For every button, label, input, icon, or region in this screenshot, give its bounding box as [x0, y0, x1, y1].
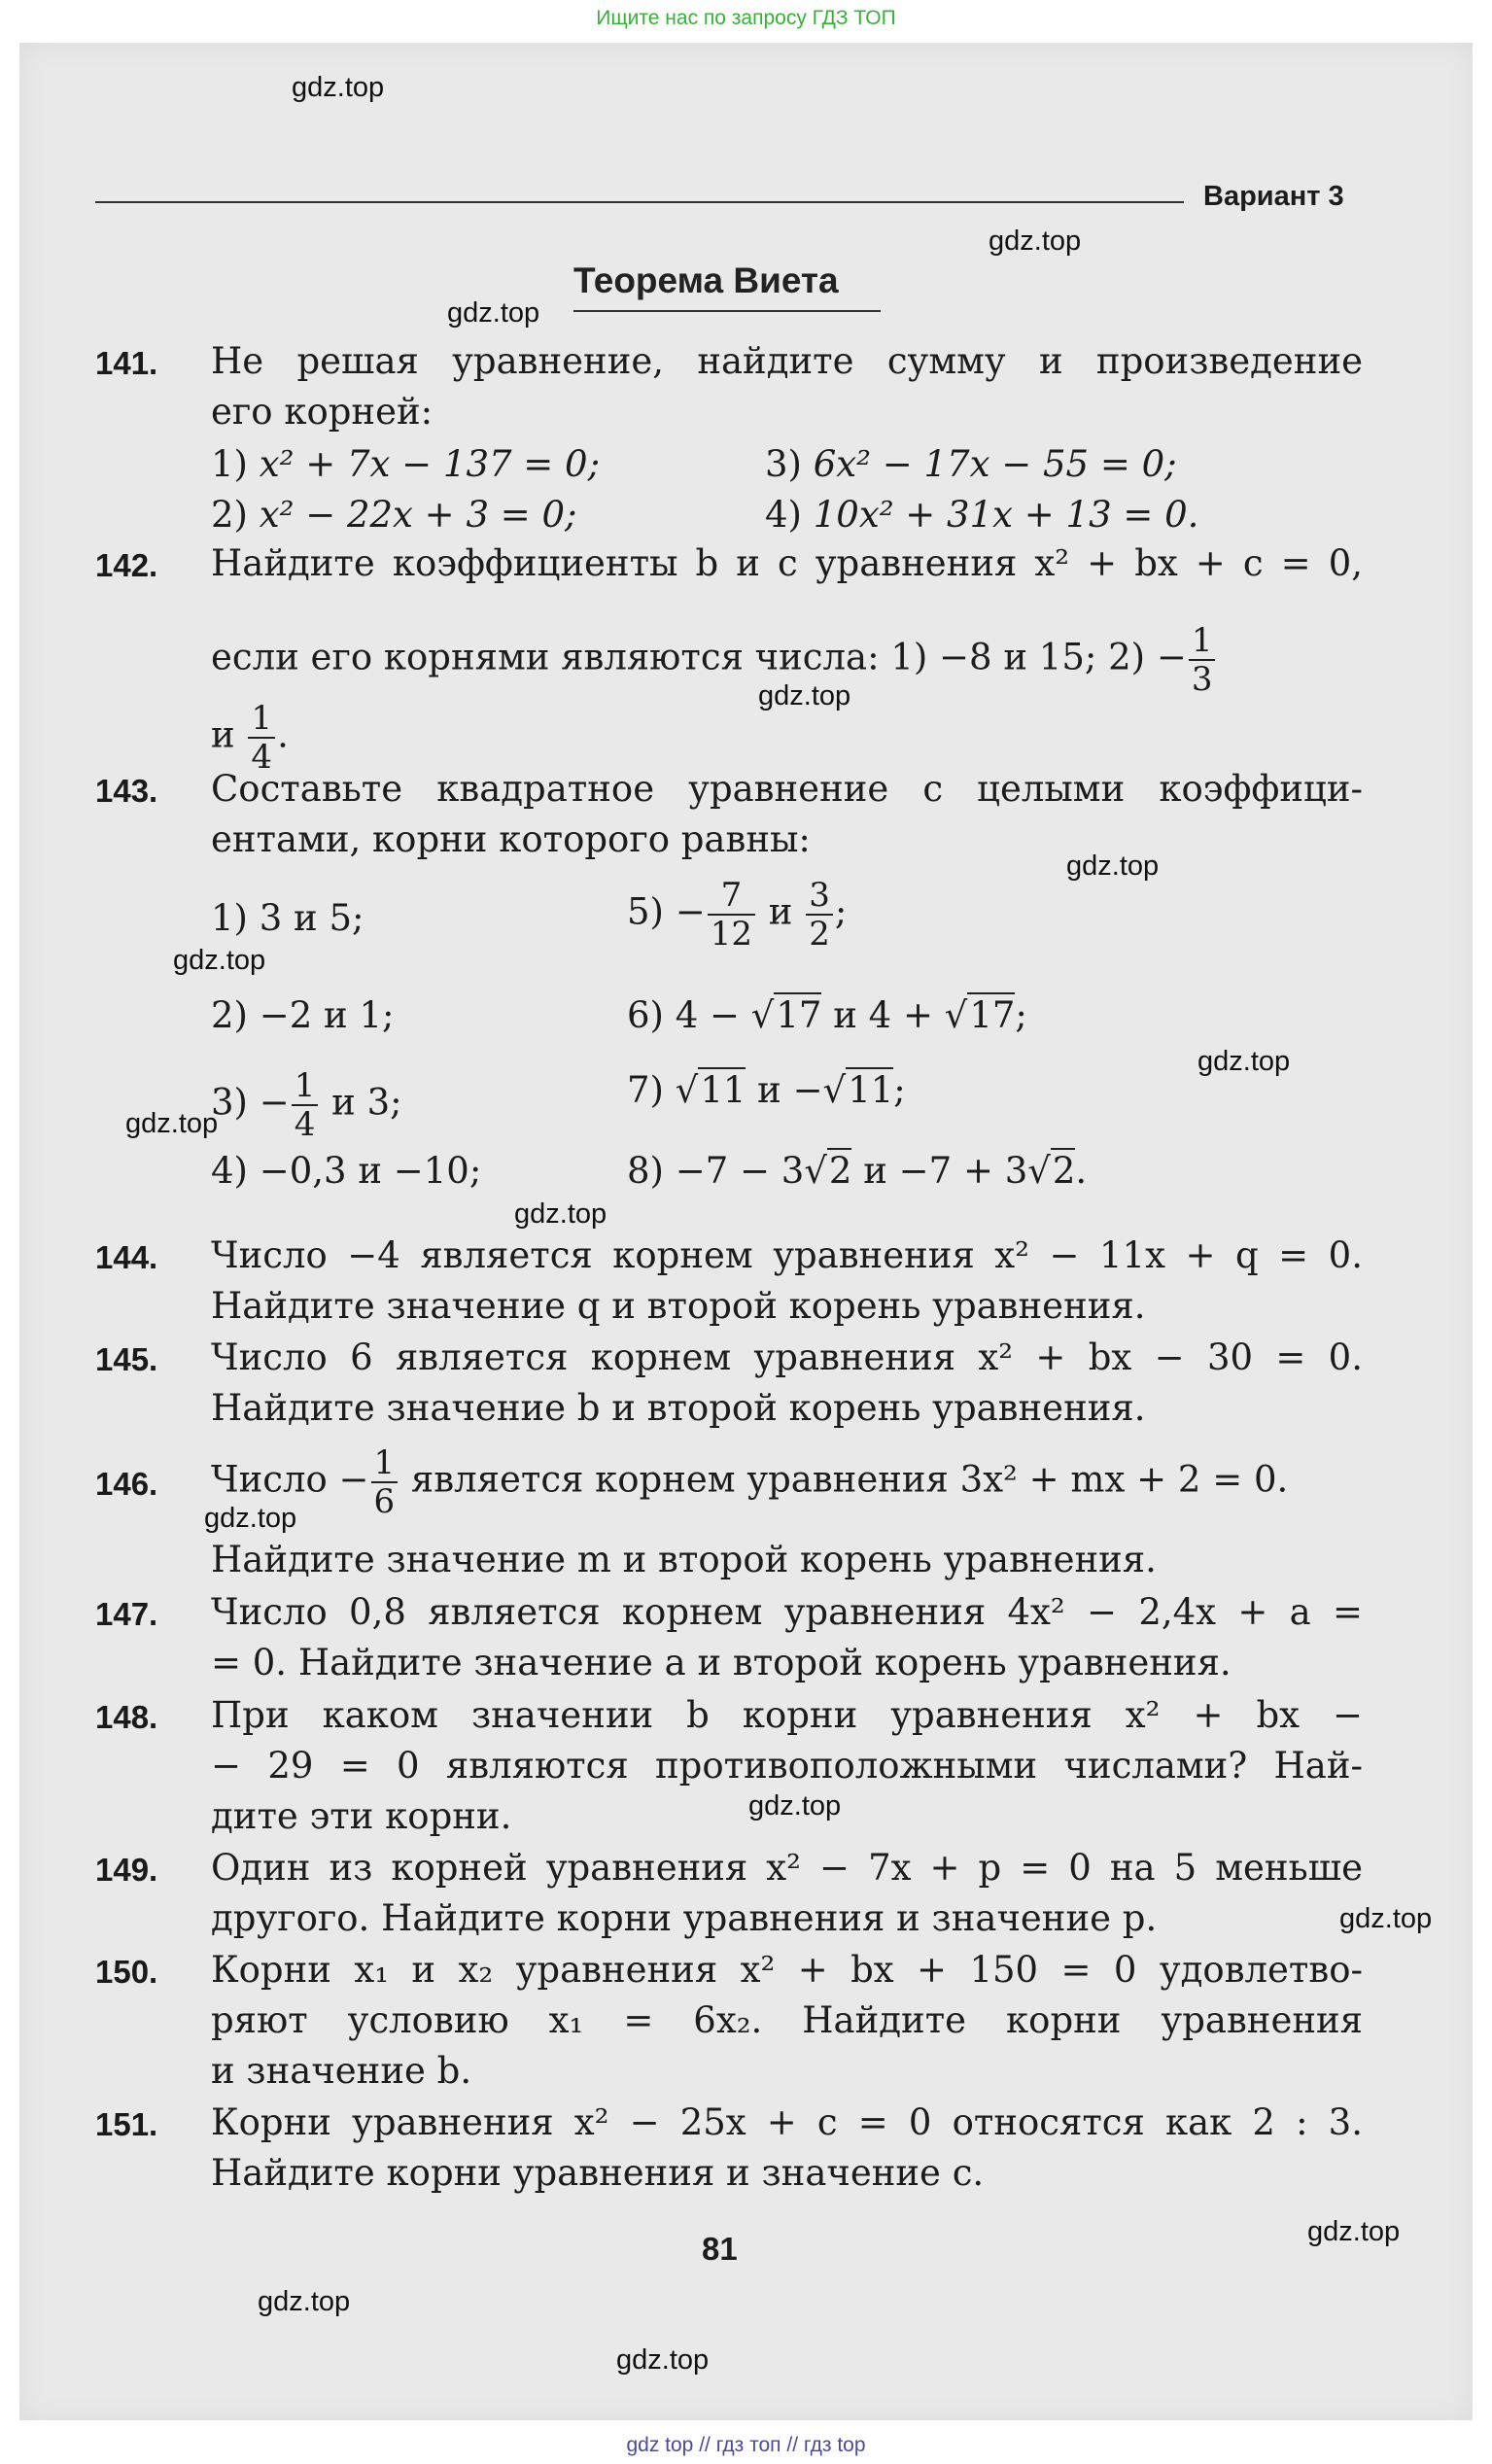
- problem-number: 146.: [95, 1466, 158, 1502]
- problem-text: Составьте квадратное уравнение с целыми коэффици-: [211, 768, 1363, 810]
- page-number: 81: [702, 2231, 738, 2267]
- problem-text: и значение b.: [211, 2050, 472, 2092]
- root-item: 6) 4 − √17 и 4 + √17;: [627, 994, 1027, 1036]
- root-item: 8) −7 − 3√2 и −7 + 3√2.: [627, 1150, 1088, 1192]
- problem-text: Один из корней уравнения x² − 7x + p = 0 на 5 меньше: [211, 1847, 1363, 1889]
- watermark: gdz.top: [258, 2286, 351, 2317]
- header-rule: [95, 201, 1184, 203]
- watermark: gdz.top: [447, 297, 540, 329]
- problem-text: ентами, корни которого равны:: [211, 818, 811, 860]
- problem-text: Число −4 является корнем уравнения x² − 11x + q = 0.: [211, 1234, 1363, 1276]
- section-title: Теорема Виета: [573, 260, 839, 300]
- problem-text: его корней:: [211, 391, 434, 433]
- equation-item: 4) 10x² + 31x + 13 = 0.: [765, 494, 1199, 536]
- watermark: gdz.top: [616, 2344, 710, 2376]
- problem-number: 151.: [95, 2106, 158, 2142]
- watermark: gdz.top: [173, 945, 266, 976]
- problem-text: Найдите коэффициенты b и c уравнения x² + bx + c = 0,: [211, 542, 1363, 584]
- root-item: 3) − $\frac{1}{4}$ и 3;: [211, 1066, 402, 1144]
- watermark: gdz.top: [1197, 1046, 1291, 1077]
- problem-text: Найдите значение q и второй корень уравнения.: [211, 1285, 1146, 1327]
- problem-text: Число 0,8 является корнем уравнения 4x² − 2,4x + a =: [211, 1591, 1363, 1633]
- problem-text: Корни уравнения x² − 25x + c = 0 относятся как 2 : 3.: [211, 2101, 1363, 2143]
- equation-item: 2) x² − 22x + 3 = 0;: [211, 494, 577, 536]
- watermark: gdz.top: [748, 1790, 842, 1822]
- watermark: gdz.top: [1066, 850, 1160, 882]
- problem-text: Корни x₁ и x₂ уравнения x² + bx + 150 = 0 удовлетво-: [211, 1949, 1363, 1991]
- watermark: gdz.top: [292, 72, 385, 103]
- problem-text: − 29 = 0 являются противоположными числами? Най-: [211, 1745, 1363, 1787]
- watermark: gdz.top: [1339, 1903, 1433, 1934]
- bottom-banner[interactable]: gdz top // гдз топ // гдз top: [626, 2434, 866, 2456]
- problem-number: 142.: [95, 547, 158, 583]
- watermark: gdz.top: [204, 1503, 297, 1534]
- problem-text: Найдите корни уравнения и значение c.: [211, 2152, 985, 2194]
- fraction: $\frac{1}{4}$: [248, 700, 275, 776]
- watermark: gdz.top: [989, 226, 1082, 257]
- problem-number: 149.: [95, 1852, 158, 1888]
- title-underline: [573, 310, 881, 312]
- root-item: 4) −0,3 и −10;: [211, 1150, 482, 1192]
- problem-text: Найдите значение b и второй корень уравнения.: [211, 1387, 1146, 1429]
- problem-text: Число 6 является корнем уравнения x² + bx − 30 = 0.: [211, 1336, 1363, 1378]
- problem-text: и $\frac{1}{4}$ .: [211, 699, 289, 777]
- root-item: 2) −2 и 1;: [211, 994, 395, 1036]
- problem-text: Не решая уравнение, найдите сумму и произведение: [211, 340, 1363, 382]
- problem-number: 145.: [95, 1341, 158, 1377]
- problem-text: если его корнями являются числа: 1) −8 и 15; 2) − $\frac{1}{3}$: [211, 622, 1363, 698]
- problem-number: 141.: [95, 345, 158, 381]
- watermark: gdz.top: [514, 1198, 607, 1230]
- root-item: 7) √11 и −√11;: [627, 1069, 906, 1111]
- problem-text: При каком значении b корни уравнения x² + bx −: [211, 1694, 1363, 1736]
- fraction: $\frac{1}{3}$: [1189, 622, 1216, 698]
- watermark: gdz.top: [1307, 2216, 1401, 2247]
- problem-text: другого. Найдите корни уравнения и значение p.: [211, 1897, 1158, 1939]
- problem-number: 147.: [95, 1596, 158, 1632]
- root-item: 5) − $\frac{7}{12}$ и $\frac{3}{2}$ ;: [627, 876, 848, 954]
- problem-number: 148.: [95, 1699, 158, 1735]
- top-banner[interactable]: Ищите нас по запросу ГДЗ ТОП: [0, 0, 1492, 37]
- equation-item: 1) x² + 7x − 137 = 0;: [211, 443, 601, 485]
- problem-number: 143.: [95, 773, 158, 809]
- variant-label: Вариант 3: [1203, 181, 1344, 212]
- problem-number: 150.: [95, 1954, 158, 1990]
- problem-text: Найдите значение m и второй корень уравнения.: [211, 1539, 1157, 1580]
- problem-text: Число − $\frac{1}{6}$ является корнем уравнения 3x² + mx + 2 = 0.: [211, 1443, 1289, 1521]
- equation-item: 3) 6x² − 17x − 55 = 0;: [765, 443, 1177, 485]
- problem-text: ряют условию x₁ = 6x₂. Найдите корни уравнения: [211, 1999, 1363, 2041]
- problem-text: = 0. Найдите значение a и второй корень уравнения.: [211, 1642, 1232, 1683]
- problem-number: 144.: [95, 1239, 158, 1275]
- watermark: gdz.top: [125, 1108, 219, 1139]
- problem-text: дите эти корни.: [211, 1795, 512, 1837]
- watermark: gdz.top: [758, 680, 851, 711]
- fraction: $\frac{1}{6}$: [371, 1444, 399, 1520]
- root-item: 1) 3 и 5;: [211, 897, 364, 939]
